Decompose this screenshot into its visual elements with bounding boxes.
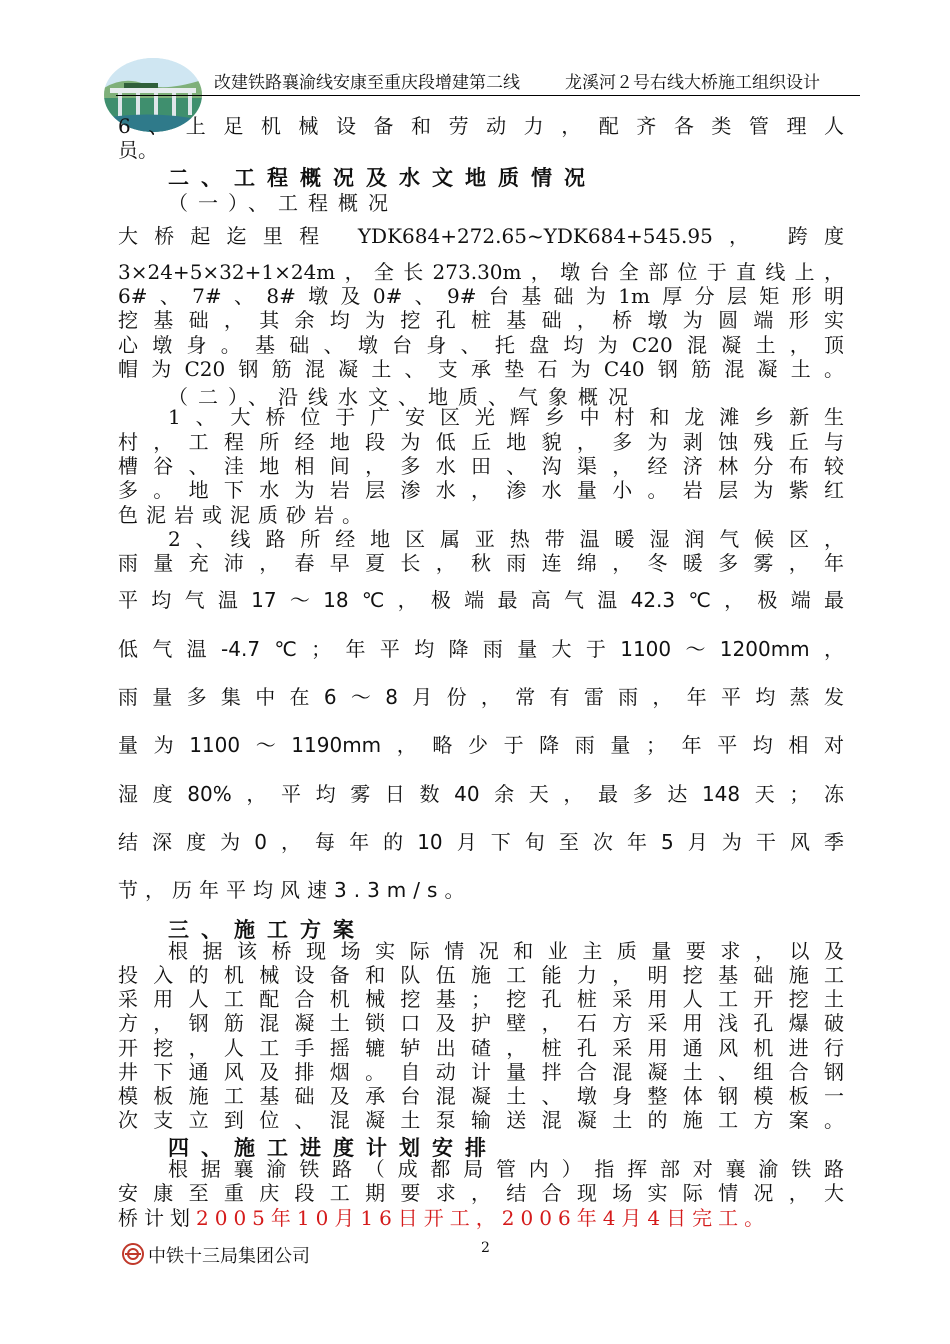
body-line: 1、大桥位于广安区光辉乡中村和龙滩乡新生 xyxy=(168,405,844,429)
body-line: 根据襄渝铁路（成都局管内）指挥部对襄渝铁路 xyxy=(168,1157,844,1181)
body-line: 结深度为0，每年的10月下旬至次年5月为干风季 xyxy=(118,830,844,854)
body-line: 方，钢筋混凝土锁口及护壁，石方采用浅孔爆破 xyxy=(118,1011,844,1035)
section-heading-2: 二、工程概况及水文地质情况 xyxy=(168,166,597,190)
body-line: 雨量多集中在6～8月份，常有雷雨，年平均蒸发 xyxy=(118,685,844,709)
body-line: 6#、7#、8#墩及0#、9#台基础为1m厚分层矩形明 xyxy=(118,284,844,308)
body-line: 平均气温17～18℃，极端最高气温42.3℃，极端最 xyxy=(118,588,844,612)
schedule-prefix: 桥计划 xyxy=(118,1206,196,1230)
body-line: 井下通风及排烟。自动计量拌合混凝土、组合钢 xyxy=(118,1060,844,1084)
body-line-schedule xyxy=(118,1206,844,1230)
body-line: 2、线路所经地区属亚热带温暖湿润气候区， xyxy=(168,527,844,551)
body-line: 采用人工配合机械挖基；挖孔桩采用人工开挖土 xyxy=(118,987,844,1011)
body-line: 次支立到位、混凝土泵输送混凝土的施工方案。 xyxy=(118,1108,844,1132)
body-line: 量为1100～1190mm，略少于降雨量；年平均相对 xyxy=(118,733,844,757)
body-line: 节，历年平均风速3.3m/s。 xyxy=(118,878,472,902)
schedule-dates: 2005年10月16日开工，2006年4月4日完工。 xyxy=(196,1206,771,1230)
body-line: 安康至重庆段工期要求，结合现场实际情况，大 xyxy=(118,1181,844,1205)
body-line: 员。 xyxy=(118,138,158,162)
body-line: 槽谷、洼地相间，多水田、沟渠，经济林分布较 xyxy=(118,454,844,478)
body-line: 帽为C20钢筋混凝土、支承垫石为C40钢筋混凝土。 xyxy=(118,357,844,381)
body-line: 投入的机械设备和队伍施工能力，明挖基础施工 xyxy=(118,963,844,987)
footer-page-number: 2 xyxy=(481,1240,490,1256)
body-line: 低气温-4.7℃；年平均降雨量大于1100～1200mm， xyxy=(118,637,844,661)
body-line: 开挖，人工手摇辘轳出碴，桩孔采用通风机进行 xyxy=(118,1036,844,1060)
company-logo-icon xyxy=(122,1243,144,1265)
body-line: 湿度80%，平均雾日数40余天，最多达148天；冻 xyxy=(118,782,844,806)
body-line: 根据该桥现场实际情况和业主质量要求，以及 xyxy=(168,939,844,963)
header-project-title: 改建铁路襄渝线安康至重庆段增建第二线 xyxy=(214,73,520,93)
body-line: 心墩身。基础、墩台身、托盘均为C20混凝土，顶 xyxy=(118,333,844,357)
body-line: 色泥岩或泥质砂岩。 xyxy=(118,503,370,527)
body-line: 6、上足机械设备和劳动力，配齐各类管理人 xyxy=(118,114,844,138)
body-line: 大桥起迄里程 YDK684+272.65~YDK684+545.95， 跨度 xyxy=(118,224,844,248)
section-heading-3: 三、施工方案 xyxy=(168,918,366,942)
body-line: 雨量充沛，春早夏长，秋雨连绵，冬暖多雾，年 xyxy=(118,551,844,575)
section-heading-4: 四、施工进度计划安排 xyxy=(168,1136,498,1160)
header-rule xyxy=(116,95,860,96)
subsection-heading-2: （二）、沿线水文、地质、气象概况 xyxy=(168,385,638,409)
body-line: 村，工程所经地段为低丘地貌，多为剥蚀残丘与 xyxy=(118,430,844,454)
body-line: 模板施工基础及承台混凝土、墩身整体钢模板一 xyxy=(118,1084,844,1108)
body-line: 3×24+5×32+1×24m，全长273.30m，墩台全部位于直线上， xyxy=(118,260,844,284)
subsection-heading-1: （一）、工程概况 xyxy=(168,191,398,215)
body-line: 多。地下水为岩层渗水，渗水量小。岩层为紫红 xyxy=(118,478,844,502)
body-line: 挖基础，其余均为挖孔桩基础，桥墩为圆端形实 xyxy=(118,308,844,332)
footer-company-name: 中铁十三局集团公司 xyxy=(148,1246,310,1267)
header-document-title: 龙溪河２号右线大桥施工组织设计 xyxy=(565,73,820,93)
